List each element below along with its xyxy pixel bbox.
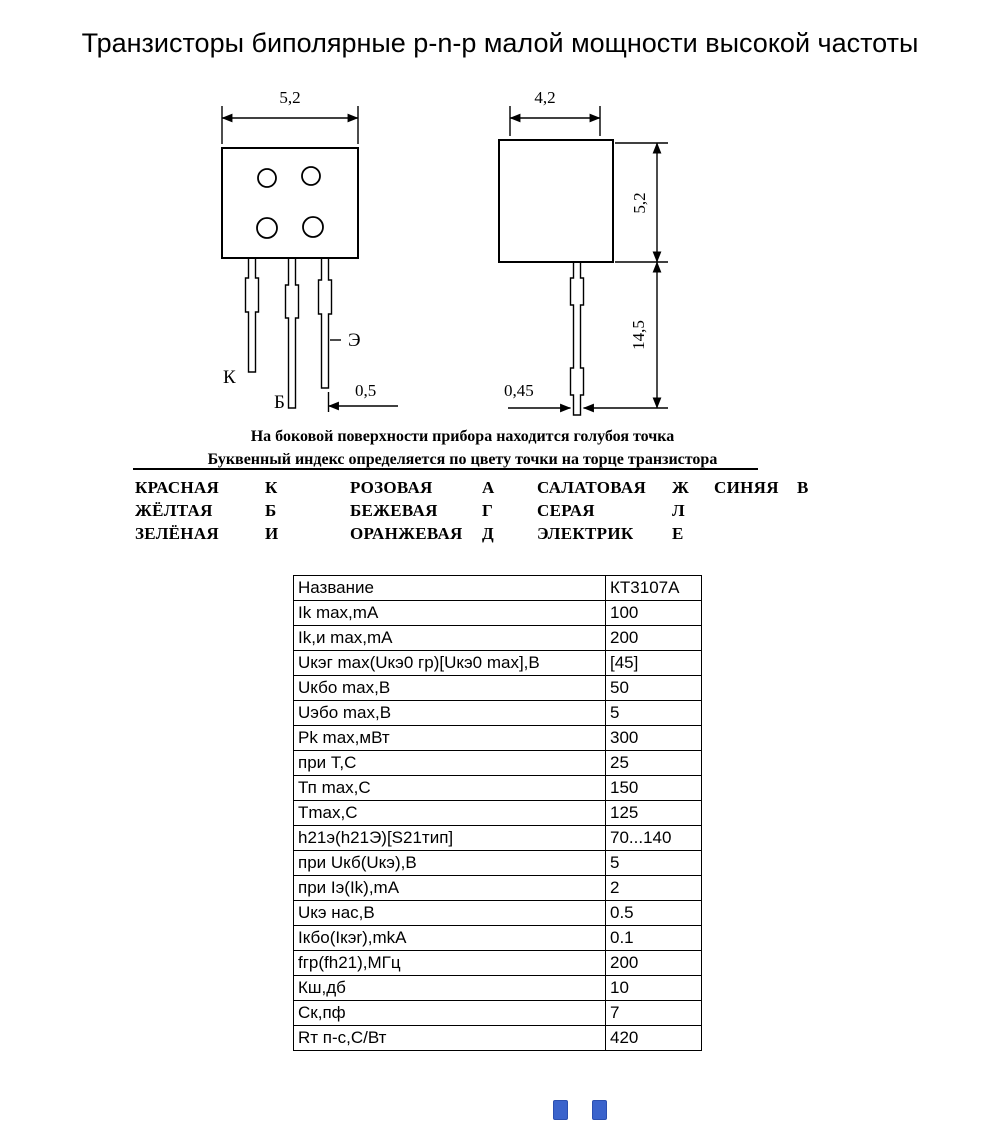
index-letter-cell: Е [672,524,684,543]
pin-label-collector: К [223,367,236,388]
table-row [294,576,702,601]
param-value: 0.5 [606,901,702,926]
dim-front-lead-width: 0,5 [355,381,377,400]
mounting-hole [302,167,320,185]
param-name: Uэбо max,В [294,701,606,726]
dim-side-body-height: 5,2 [630,192,649,214]
index-letter-cell: Л [672,501,685,520]
param-name: Ск,пф [294,1001,606,1026]
dim-front-top-width: 5,2 [279,88,301,107]
front-view [222,88,398,413]
param-value: 0.1 [606,926,702,951]
param-value: 25 [606,751,702,776]
pin-label-emitter: Э [348,330,361,351]
param-value: 300 [606,726,702,751]
color-name-cell: ЭЛЕКТРИК [537,524,634,543]
dim-side-lead-thickness: 0,45 [504,381,534,400]
color-name-cell: ОРАНЖЕВАЯ [350,524,463,543]
param-name: Тп max,С [294,776,606,801]
divider [133,468,758,470]
param-value: 50 [606,676,702,701]
package-drawing [0,0,1000,430]
table-row [294,976,702,1001]
index-letter-cell: Д [482,524,494,543]
param-value: 5 [606,701,702,726]
table-row [294,701,702,726]
param-value: 200 [606,951,702,976]
param-value: 7 [606,1001,702,1026]
param-name: Pk max,мВт [294,726,606,751]
param-value: 150 [606,776,702,801]
param-name: Uкбо max,В [294,676,606,701]
lead-side-profile [571,262,584,415]
lead-base [286,258,299,408]
param-name: при Т,С [294,751,606,776]
param-name: fгр(fh21),МГц [294,951,606,976]
param-value: 420 [606,1026,702,1051]
param-name: при Iэ(Ik),mA [294,876,606,901]
param-value: 2 [606,876,702,901]
param-value: 70...140 [606,826,702,851]
param-value: [45] [606,651,702,676]
param-value: 100 [606,601,702,626]
index-letter-cell: В [797,478,809,497]
index-letter-cell: Г [482,501,494,520]
table-row [294,726,702,751]
artifact-mark [592,1100,607,1120]
note-line-2: Буквенный индекс определяется по цвету точки на торце транзистора [207,451,718,468]
table-row [294,851,702,876]
index-letter-cell: А [482,478,495,497]
param-name: при Uкб(Uкэ),В [294,851,606,876]
table-row [294,626,702,651]
param-name: Uкэ нас,В [294,901,606,926]
table-row [294,876,702,901]
color-name-cell [714,524,797,547]
note-line-1: На боковой поверхности прибора находится голубоя точка [250,428,675,445]
table-row [294,801,702,826]
param-name: Uкэг max(Uкэ0 гр)[Uкэ0 max],В [294,651,606,676]
color-code-table [135,478,837,547]
lead-emitter [319,258,332,388]
table-row [294,1026,702,1051]
param-value: 10 [606,976,702,1001]
color-name-cell: СЕРАЯ [537,501,595,520]
table-row [294,601,702,626]
index-letter-cell [797,524,837,547]
index-letter-cell [797,501,837,524]
table-row [294,751,702,776]
mounting-hole [303,217,323,237]
dim-side-lead-length: 14,5 [629,320,648,350]
param-name: Rт п-с,С/Вт [294,1026,606,1051]
spec-table [293,575,702,1051]
table-row [294,676,702,701]
param-value: 125 [606,801,702,826]
dim-side-top-width: 4,2 [534,88,556,107]
index-letter-cell: Ж [672,478,690,497]
param-value: КТ3107А [606,576,702,601]
color-name-cell: ЗЕЛЁНАЯ [135,524,219,543]
table-row [294,776,702,801]
color-name-cell: РОЗОВАЯ [350,478,433,497]
index-letter-cell: И [265,524,279,543]
color-name-cell: СИНЯЯ [714,478,779,497]
color-name-cell: ЖЁЛТАЯ [135,501,213,520]
table-row [294,951,702,976]
color-name-cell [714,501,797,524]
param-value: 200 [606,626,702,651]
table-row [294,1001,702,1026]
lead-collector [246,258,259,372]
table-row [294,926,702,951]
param-name: Ik,и max,mA [294,626,606,651]
param-name: Кш,дб [294,976,606,1001]
color-name-cell: САЛАТОВАЯ [537,478,647,497]
param-value: 5 [606,851,702,876]
package-body-front [222,148,358,258]
table-row [294,651,702,676]
param-name: Iкбо(Iкэr),mkA [294,926,606,951]
index-letter-cell: Б [265,501,277,520]
param-name: Название [294,576,606,601]
mounting-hole [257,218,277,238]
table-row [294,826,702,851]
param-name: h21э(h21Э)[S21тип] [294,826,606,851]
param-name: Tmax,С [294,801,606,826]
color-name-cell: БЕЖЕВАЯ [350,501,438,520]
index-letter-cell: К [265,478,278,497]
notes-block [130,425,795,471]
side-view [499,88,668,415]
package-body-side [499,140,613,262]
artifact-mark [553,1100,568,1120]
scan-artifacts [553,1100,607,1120]
table-row [294,901,702,926]
param-name: Ik max,mA [294,601,606,626]
color-name-cell: КРАСНАЯ [135,478,220,497]
page-title: Транзисторы биполярные p-n-p малой мощности высокой частоты [81,28,919,58]
mounting-hole [258,169,276,187]
pin-label-base: Б [274,392,285,413]
